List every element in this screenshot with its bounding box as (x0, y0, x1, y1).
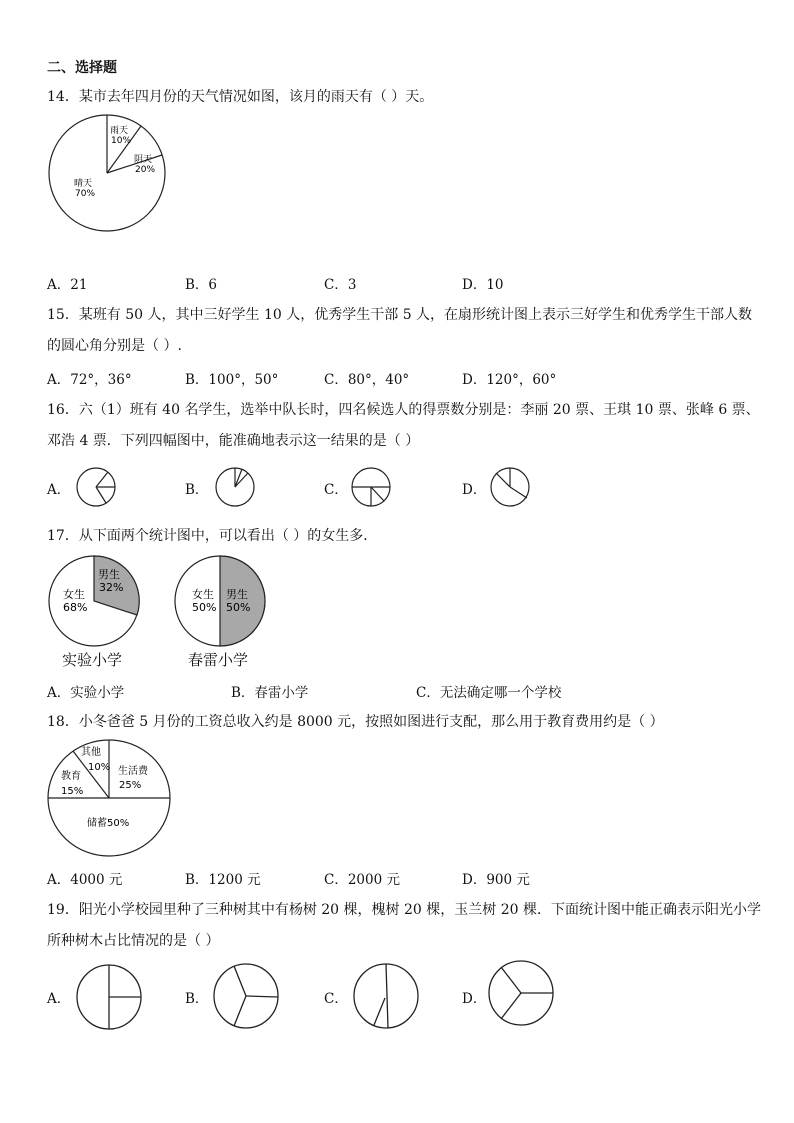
q14-option-a[interactable]: A．21 (47, 277, 88, 293)
salary-pie-chart (45, 738, 173, 860)
q14-option-d[interactable]: D．10 (462, 277, 504, 293)
chunlei-boys-percent: 50% (226, 601, 251, 614)
q16-option-a-pie[interactable] (73, 466, 119, 508)
cloudy-label: 阴天 (134, 155, 153, 165)
q17-option-c[interactable]: C．无法确定哪一个学校 (416, 685, 562, 701)
shiyan-girls-percent: 68% (63, 601, 88, 614)
question-17-text: 17．从下面两个统计图中，可以看出（ ）的女生多． (47, 528, 378, 544)
question-19-line-1: 19．阳光小学校园里种了三种树其中有杨树 20 棵，槐树 20 棵，玉兰树 20 棵．下面统计图中能正确表示阳光小学 (47, 902, 761, 918)
question-16-line-2: 邓浩 4 票．下列四幅图中，能准确地表示这一结果的是（ ） (47, 433, 420, 449)
question-19-line-2: 所种树木占比情况的是（ ） (47, 933, 220, 949)
q18-option-c[interactable]: C．2000 元 (324, 872, 400, 888)
savings-label: 储蓄50% (87, 818, 130, 829)
living-label: 生活费 (118, 766, 148, 777)
q18-option-a[interactable]: A．4000 元 (47, 872, 123, 888)
q16-option-c-pie[interactable] (348, 466, 394, 508)
question-15-line-1: 15．某班有 50 人，其中三好学生 10 人，优秀学生干部 5 人，在扇形统计图上表示三好学生和优秀学生干部人数 (47, 307, 753, 323)
question-16-line-1: 16．六（1）班有 40 名学生，选举中队长时，四名候选人的得票数分别是：李丽 20 票、王琪 10 票、张峰 6 票、 (47, 402, 760, 418)
shiyan-boys-percent: 32% (99, 581, 124, 594)
rain-label: 雨天 (110, 126, 129, 136)
q17-option-a[interactable]: A．实验小学 (47, 685, 125, 701)
q19-option-b-pie[interactable] (210, 961, 282, 1031)
education-label: 教育 (61, 771, 81, 782)
question-14-text: 14．某市去年四月份的天气情况如图，该月的雨天有（ ）天。 (47, 89, 434, 105)
q19-option-a-pie[interactable] (73, 962, 145, 1032)
q19-option-d-pie[interactable] (486, 958, 558, 1028)
q15-option-b[interactable]: B．100°，50° (185, 372, 279, 388)
question-15-line-2: 的圆心角分别是（ ）. (47, 338, 182, 354)
q16-option-a[interactable]: A． (47, 482, 71, 498)
shiyan-girls-label: 女生 (63, 588, 85, 601)
cloudy-percent: 20% (135, 165, 156, 175)
question-18-text: 18．小冬爸爸 5 月份的工资总收入约是 8000 元，按照如图进行支配，那么用于教育费用约是（ ） (47, 714, 664, 730)
q19-option-a[interactable]: A． (47, 991, 71, 1007)
q17-option-b[interactable]: B．春雷小学 (231, 685, 309, 701)
q16-option-b-pie[interactable] (212, 466, 258, 508)
sunny-percent: 70% (75, 189, 96, 199)
q16-option-d-pie[interactable] (487, 466, 533, 508)
other-percent: 10% (88, 762, 111, 773)
q15-option-c[interactable]: C．80°，40° (324, 372, 410, 388)
chunlei-girls-percent: 50% (192, 601, 217, 614)
q19-option-c-pie[interactable] (351, 960, 421, 1032)
q14-option-b[interactable]: B．6 (185, 277, 218, 293)
other-label: 其他 (81, 747, 101, 758)
living-percent: 25% (119, 780, 142, 791)
q19-option-d[interactable]: D． (462, 991, 487, 1007)
chunlei-girls-label: 女生 (192, 588, 214, 601)
sunny-label: 晴天 (74, 179, 93, 189)
shiyan-caption: 实验小学 (62, 651, 123, 669)
q15-option-a[interactable]: A．72°，36° (47, 372, 132, 388)
q16-option-b[interactable]: B． (185, 482, 209, 498)
rain-percent: 10% (111, 136, 132, 146)
chunlei-pie-chart (172, 553, 268, 649)
shiyan-pie-chart (46, 553, 142, 649)
q16-option-c[interactable]: C． (324, 482, 348, 498)
q16-option-d[interactable]: D． (462, 482, 487, 498)
q15-option-d[interactable]: D．120°，60° (462, 372, 557, 388)
chunlei-boys-label: 男生 (226, 588, 248, 601)
q19-option-b[interactable]: B． (185, 991, 209, 1007)
education-percent: 15% (61, 786, 84, 797)
shiyan-boys-label: 男生 (98, 568, 120, 581)
q18-option-b[interactable]: B．1200 元 (185, 872, 261, 888)
weather-pie-chart (46, 112, 168, 234)
section-title: 二、选择题 (47, 60, 117, 76)
q14-option-c[interactable]: C．3 (324, 277, 357, 293)
q19-option-c[interactable]: C． (324, 991, 348, 1007)
chunlei-caption: 春雷小学 (188, 651, 249, 669)
q18-option-d[interactable]: D．900 元 (462, 872, 530, 888)
